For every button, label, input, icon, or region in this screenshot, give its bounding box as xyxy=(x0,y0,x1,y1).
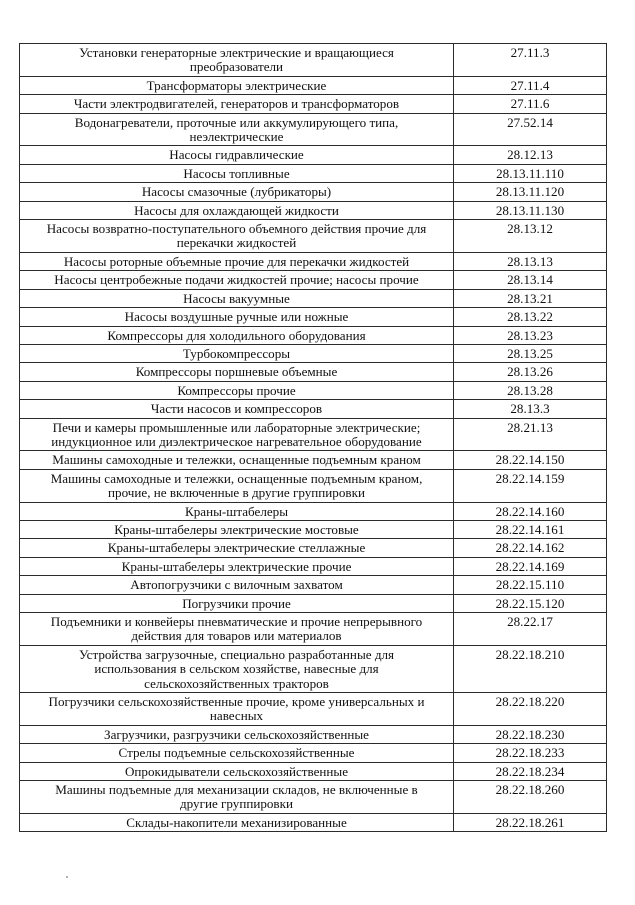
product-name-cell xyxy=(20,146,454,164)
table-row xyxy=(20,813,607,831)
classification-code-cell: 27.11.6 xyxy=(454,95,607,113)
table-row xyxy=(20,781,607,814)
classification-code-cell: 28.12.13 xyxy=(454,146,607,164)
classification-code-cell: 27.11.3 xyxy=(454,44,607,77)
product-name-cell xyxy=(20,220,454,253)
table-row xyxy=(20,744,607,762)
table-row xyxy=(20,113,607,146)
table-row xyxy=(20,645,607,692)
product-name-cell xyxy=(20,326,454,344)
classification-code-cell: 28.22.18.230 xyxy=(454,725,607,743)
table-row xyxy=(20,164,607,182)
classification-code-cell: 28.22.15.120 xyxy=(454,594,607,612)
product-name-line: Автопогрузчики с вилочным захватом xyxy=(130,578,343,593)
classification-code-cell: 28.22.18.210 xyxy=(454,645,607,692)
table-row xyxy=(20,520,607,538)
classification-code-cell: 28.13.26 xyxy=(454,363,607,381)
classification-code-cell: 28.13.13 xyxy=(454,252,607,270)
product-name-cell xyxy=(20,164,454,182)
product-name-cell xyxy=(20,502,454,520)
product-name-line: Насосы для охлаждающей жидкости xyxy=(134,203,339,218)
product-name-line: навесных xyxy=(209,709,264,724)
product-name-cell xyxy=(20,469,454,502)
classification-code-cell: 28.22.18.233 xyxy=(454,744,607,762)
table-row xyxy=(20,271,607,289)
classification-code-cell: 28.13.28 xyxy=(454,381,607,399)
product-name-cell xyxy=(20,344,454,362)
product-name-line: действия для товаров или материалов xyxy=(131,629,342,644)
product-name-line: Насосы возвратно-поступательного объемного действия прочие для xyxy=(46,222,427,237)
product-name-cell xyxy=(20,813,454,831)
classification-code-cell: 28.22.18.261 xyxy=(454,813,607,831)
product-name-line: Устройства загрузочные, специально разработанные для xyxy=(78,647,395,662)
classification-code-cell: 28.13.12 xyxy=(454,220,607,253)
product-name-cell xyxy=(20,693,454,726)
product-name-cell xyxy=(20,183,454,201)
classification-code-cell: 27.11.4 xyxy=(454,76,607,94)
product-name-line: Загрузчики, разгрузчики сельскохозяйственные xyxy=(104,727,369,742)
table-row xyxy=(20,725,607,743)
product-name-line: Компрессоры поршневые объемные xyxy=(135,365,338,380)
product-name-line: Трансформаторы электрические xyxy=(146,78,327,93)
classification-code-cell: 28.13.25 xyxy=(454,344,607,362)
product-name-line: Насосы центробежные подачи жидкостей прочие; насосы прочие xyxy=(54,273,419,288)
product-name-cell xyxy=(20,725,454,743)
product-name-line: Машины самоходные и тележки, оснащенные подъемным краном, xyxy=(50,471,423,486)
product-name-cell xyxy=(20,613,454,646)
classification-code-cell: 28.13.14 xyxy=(454,271,607,289)
product-name-line: Подъемники и конвейеры пневматические и прочие непрерывного xyxy=(50,615,423,629)
table-row xyxy=(20,381,607,399)
table-row xyxy=(20,344,607,362)
product-name-cell xyxy=(20,381,454,399)
product-name-cell xyxy=(20,363,454,381)
table-row xyxy=(20,44,607,77)
product-name-line: Компрессоры для холодильного оборудования xyxy=(107,328,366,343)
table-row xyxy=(20,594,607,612)
classification-code-cell: 28.22.14.162 xyxy=(454,539,607,557)
table-row xyxy=(20,613,607,646)
table-row xyxy=(20,363,607,381)
table-row xyxy=(20,289,607,307)
product-name-line: Краны-штабелеры xyxy=(184,504,289,519)
classification-code-cell: 28.13.11.110 xyxy=(454,164,607,182)
product-name-line: Части насосов и компрессоров xyxy=(150,402,323,417)
product-name-line: Краны-штабелеры электрические стеллажные xyxy=(107,541,366,556)
classification-code-cell: 28.22.14.161 xyxy=(454,520,607,538)
product-name-line: Стрелы подъемные сельскохозяйственные xyxy=(118,746,355,761)
table-row xyxy=(20,451,607,469)
table-row xyxy=(20,308,607,326)
product-name-line: Насосы вакуумные xyxy=(183,291,290,306)
classification-code-cell: 28.22.14.169 xyxy=(454,557,607,575)
table-row xyxy=(20,469,607,502)
table-row xyxy=(20,502,607,520)
classification-code-cell: 28.13.3 xyxy=(454,400,607,418)
product-name-line: Печи и камеры промышленные или лабораторные электрические; xyxy=(52,420,421,435)
table-row xyxy=(20,762,607,780)
table-row xyxy=(20,220,607,253)
table-row xyxy=(20,183,607,201)
product-name-line: индукционное или диэлектрическое нагревательное оборудование xyxy=(51,434,422,449)
product-name-line: Компрессоры прочие xyxy=(177,383,296,398)
product-name-cell xyxy=(20,594,454,612)
product-name-cell xyxy=(20,308,454,326)
table-row xyxy=(20,252,607,270)
product-name-line: Погрузчики сельскохозяйственные прочие, кроме универсальных и xyxy=(48,695,425,710)
table-row xyxy=(20,400,607,418)
table-row xyxy=(20,201,607,219)
product-name-line: Краны-штабелеры электрические мостовые xyxy=(114,522,359,537)
product-name-cell xyxy=(20,645,454,692)
table-row xyxy=(20,539,607,557)
table-row xyxy=(20,557,607,575)
product-name-line: сельскохозяйственных тракторов xyxy=(144,676,329,691)
product-name-cell xyxy=(20,113,454,146)
product-name-cell xyxy=(20,76,454,94)
product-name-line: другие группировки xyxy=(179,797,293,812)
classification-code-cell: 28.22.15.110 xyxy=(454,576,607,594)
product-name-line: Насосы воздушные ручные или ножные xyxy=(124,310,349,325)
product-name-line: преобразователи xyxy=(189,60,284,75)
table-row xyxy=(20,146,607,164)
product-name-cell xyxy=(20,271,454,289)
product-name-cell xyxy=(20,762,454,780)
product-name-line: Насосы смазочные (лубрикаторы) xyxy=(141,185,332,200)
product-name-line: Краны-штабелеры электрические прочие xyxy=(121,559,352,574)
product-name-cell xyxy=(20,539,454,557)
product-name-cell xyxy=(20,252,454,270)
product-name-line: Водонагреватели, проточные или аккумулирующего типа, xyxy=(74,115,399,130)
product-name-cell xyxy=(20,289,454,307)
product-name-cell xyxy=(20,576,454,594)
product-name-cell xyxy=(20,400,454,418)
classification-code-cell: 28.22.18.234 xyxy=(454,762,607,780)
classification-code-cell: 28.21.13 xyxy=(454,418,607,451)
product-name-cell xyxy=(20,781,454,814)
product-name-line: Установки генераторные электрические и вращающиеся xyxy=(79,46,394,60)
product-name-line: Насосы гидравлические xyxy=(169,148,304,163)
table-row xyxy=(20,326,607,344)
product-name-cell xyxy=(20,451,454,469)
classification-code-cell: 28.13.22 xyxy=(454,308,607,326)
product-name-line: Турбокомпрессоры xyxy=(182,346,291,361)
product-name-line: Склады-накопители механизированные xyxy=(126,815,347,830)
table-row xyxy=(20,95,607,113)
classification-code-cell: 28.22.14.159 xyxy=(454,469,607,502)
product-name-line: Машины самоходные и тележки, оснащенные подъемным краном xyxy=(52,453,421,468)
table-row xyxy=(20,693,607,726)
classification-code-cell: 28.22.18.220 xyxy=(454,693,607,726)
product-name-line: Насосы роторные объемные прочие для перекачки жидкостей xyxy=(63,254,410,269)
product-name-line: Машины подъемные для механизации складов, не включенные в xyxy=(55,783,418,798)
product-name-cell xyxy=(20,44,454,77)
classification-code-cell: 28.22.14.160 xyxy=(454,502,607,520)
product-name-cell xyxy=(20,557,454,575)
product-name-cell xyxy=(20,201,454,219)
classification-code-cell: 27.52.14 xyxy=(454,113,607,146)
table-row xyxy=(20,418,607,451)
product-name-cell xyxy=(20,520,454,538)
table-row xyxy=(20,76,607,94)
classification-code-cell: 28.22.18.260 xyxy=(454,781,607,814)
product-name-line: прочие, не включенные в другие группировки xyxy=(108,486,365,501)
product-name-line: Опрокидыватели сельскохозяйственные xyxy=(124,764,349,779)
classification-code-cell: 28.13.23 xyxy=(454,326,607,344)
product-name-cell xyxy=(20,418,454,451)
product-name-line: использования в сельском хозяйстве, навесные для xyxy=(94,662,379,677)
scan-speck xyxy=(66,876,68,878)
product-name-line: Погрузчики прочие xyxy=(182,596,291,611)
classification-code-cell: 28.13.11.120 xyxy=(454,183,607,201)
product-name-line: неэлектрические xyxy=(189,130,284,145)
product-name-line: Части электродвигателей, генераторов и трансформаторов xyxy=(73,97,400,112)
classification-table xyxy=(19,43,607,832)
classification-code-cell: 28.13.21 xyxy=(454,289,607,307)
classification-code-cell: 28.13.11.130 xyxy=(454,201,607,219)
table-row xyxy=(20,576,607,594)
classification-code-cell: 28.22.17 xyxy=(454,613,607,646)
classification-code-cell: 28.22.14.150 xyxy=(454,451,607,469)
table-body xyxy=(20,44,607,832)
product-name-cell xyxy=(20,744,454,762)
product-name-line: Насосы топливные xyxy=(183,166,290,181)
product-name-cell xyxy=(20,95,454,113)
product-name-line: перекачки жидкостей xyxy=(176,236,297,251)
